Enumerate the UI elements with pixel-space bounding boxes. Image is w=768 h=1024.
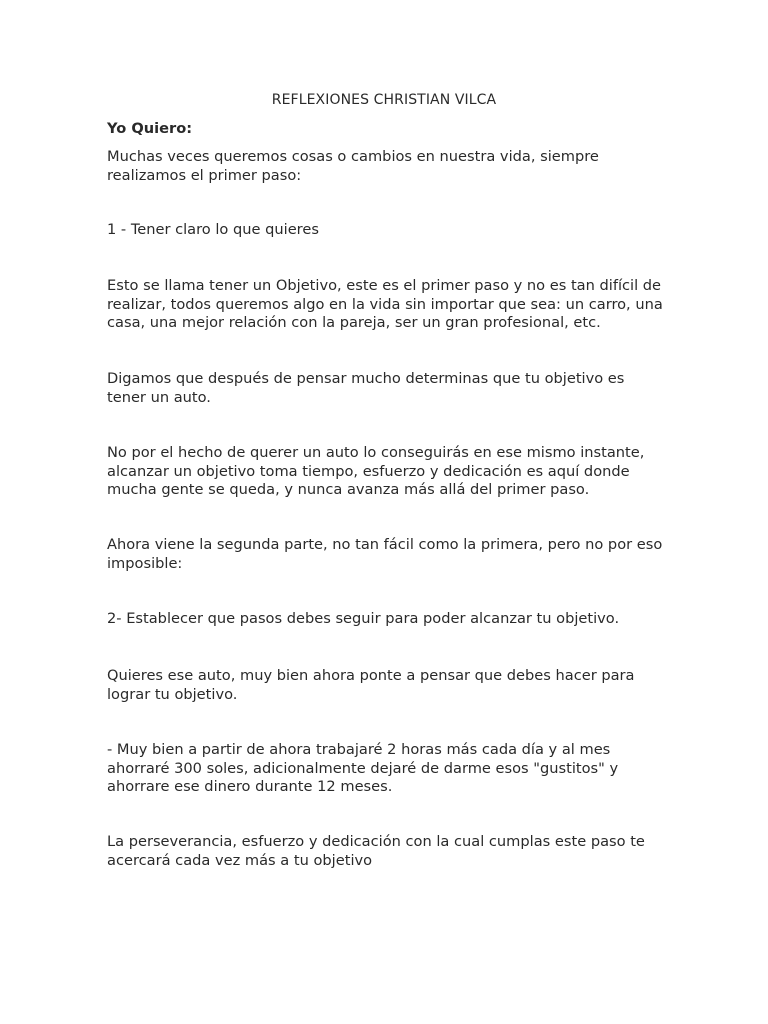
paragraph-second-part: Ahora viene la segunda parte, no tan fácil como la primera, pero no por eso imposible: [107, 536, 663, 572]
paragraph-step-two: 2- Establecer que pasos debes seguir para poder alcanzar tu objetivo. [107, 610, 620, 627]
paragraph-plan: Quieres ese auto, muy bien ahora ponte a pensar que debes hacer para lograr tu objetivo. [107, 667, 635, 703]
paragraph-effort: No por el hecho de querer un auto lo conseguirás en ese mismo instante, alcanzar un objetivo toma tiempo, esfuerzo y dedicación es aquí donde mucha gente se queda, y nunca avanza más allá del primer paso. [107, 444, 645, 499]
document-title: REFLEXIONES CHRISTIAN VILCA [271, 92, 497, 108]
paragraph-savings: - Muy bien a partir de ahora trabajaré 2 horas más cada día y al mes ahorraré 300 soles, adicionalmente dejaré de darme esos "gustitos" y ahorrare ese dinero durante 12 meses. [107, 741, 619, 796]
section-heading: Yo Quiero: [107, 120, 193, 137]
paragraph-intro: Muchas veces queremos cosas o cambios en nuestra vida, siempre realizamos el primer paso: [107, 148, 599, 184]
paragraph-perseverance: La perseverancia, esfuerzo y dedicación con la cual cumplas este paso te acercará cada vez más a tu objetivo [107, 833, 645, 869]
paragraph-step-one: 1 - Tener claro lo que quieres [107, 221, 319, 238]
paragraph-objective: Esto se llama tener un Objetivo, este es el primer paso y no es tan difícil de realizar, todos queremos algo en la vida sin importar que sea: un carro, una casa, una mejor relación con la pareja, ser un gran profesional, etc. [107, 277, 663, 332]
paragraph-example: Digamos que después de pensar mucho determinas que tu objetivo es tener un auto. [107, 370, 625, 406]
